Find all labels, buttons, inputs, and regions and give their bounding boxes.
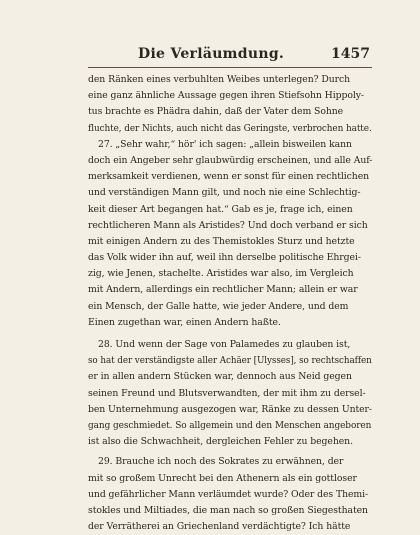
text-line: fluchte, der Nichts, auch nicht das Geringste, verbrochen hatte. — [88, 123, 372, 134]
text-line: mit einigen Andern zu des Themistokles Sturz und hetzte — [88, 235, 355, 247]
text-line: ist also die Schwachheit, dergleichen Fehler zu begehen. — [88, 436, 353, 448]
text-line: rechtlicheren Mann als Aristides? Und doch verband er sich — [88, 219, 368, 231]
body-text — [88, 72, 372, 535]
text-line: und gefährlicher Mann verläumdet wurde? Oder des Themi- — [88, 488, 369, 500]
text-line: und verständigen Mann gilt, und noch nie eine Schlechtig- — [88, 187, 361, 199]
text-line: das Volk wider ihn auf, weil ihn derselbe politische Ehrgei- — [88, 252, 361, 264]
text-line: keit dieser Art begangen hat.“ Gab es je, frage ich, einen — [88, 203, 353, 215]
text-line: zig, wie Jenen, stachelte. Aristides war also, im Vergleich — [88, 268, 354, 280]
text-line: stokles und Miltiades, die man nach so großen Siegesthaten — [88, 504, 368, 516]
text-line: gang geschmiedet. So allgemein und den Menschen angeboren — [88, 420, 372, 431]
text-line: Einen zugethan war, einen Andern haßte. — [88, 316, 281, 328]
text-line: eine ganz ähnliche Aussage gegen ihren Stiefsohn Hippoly- — [88, 90, 364, 102]
page-header — [88, 46, 370, 66]
running-title: Die Verläumdung. — [138, 46, 285, 62]
text-line: ein Mensch, der Galle hatte, wie jeder Andere, und dem — [88, 300, 349, 312]
header-rule — [88, 67, 372, 68]
text-line: ben Unternehmung ausgezogen war, Ränke zu dessen Unter- — [88, 403, 372, 415]
text-line: merksamkeit verdienen, wenn er sonst für einen rechtlichen — [88, 171, 370, 183]
text-line: mit Andern, allerdings ein rechtlicher Mann; allein er war — [88, 284, 358, 296]
text-line: mit so großem Unrecht bei den Athenern als ein gottloser — [88, 472, 357, 484]
text-line: seinen Freund und Blutsverwandten, der mit ihm zu dersel- — [88, 387, 366, 399]
paragraph-start-line: 29. Brauche ich noch des Sokrates zu erwähnen, der — [98, 456, 344, 468]
text-line: den Ränken eines verbuhlten Weibes unterlegen? Durch — [88, 74, 351, 85]
text-line: so hat der verständigste aller Achäer [Ulysses], so rechtschaffen — [88, 356, 372, 367]
paragraph-start-line: 28. Und wenn der Sage von Palamedes zu glauben ist, — [98, 339, 351, 350]
page-number: 1457 — [331, 46, 370, 62]
text-line: tus brachte es Phädra dahin, daß der Vater dem Sohne — [88, 106, 344, 118]
paragraph-start-line: 27. „Sehr wahr,“ hör' ich sagen: „allein bisweilen kann — [98, 138, 352, 150]
text-line: der Verrätherei an Griechenland verdächtigte? Ich hätte — [88, 521, 351, 533]
text-line: doch ein Angeber sehr glaubwürdig erscheinen, und alle Auf- — [88, 154, 373, 166]
text-line: er in allen andern Stücken war, dennoch aus Neid gegen — [88, 371, 352, 383]
